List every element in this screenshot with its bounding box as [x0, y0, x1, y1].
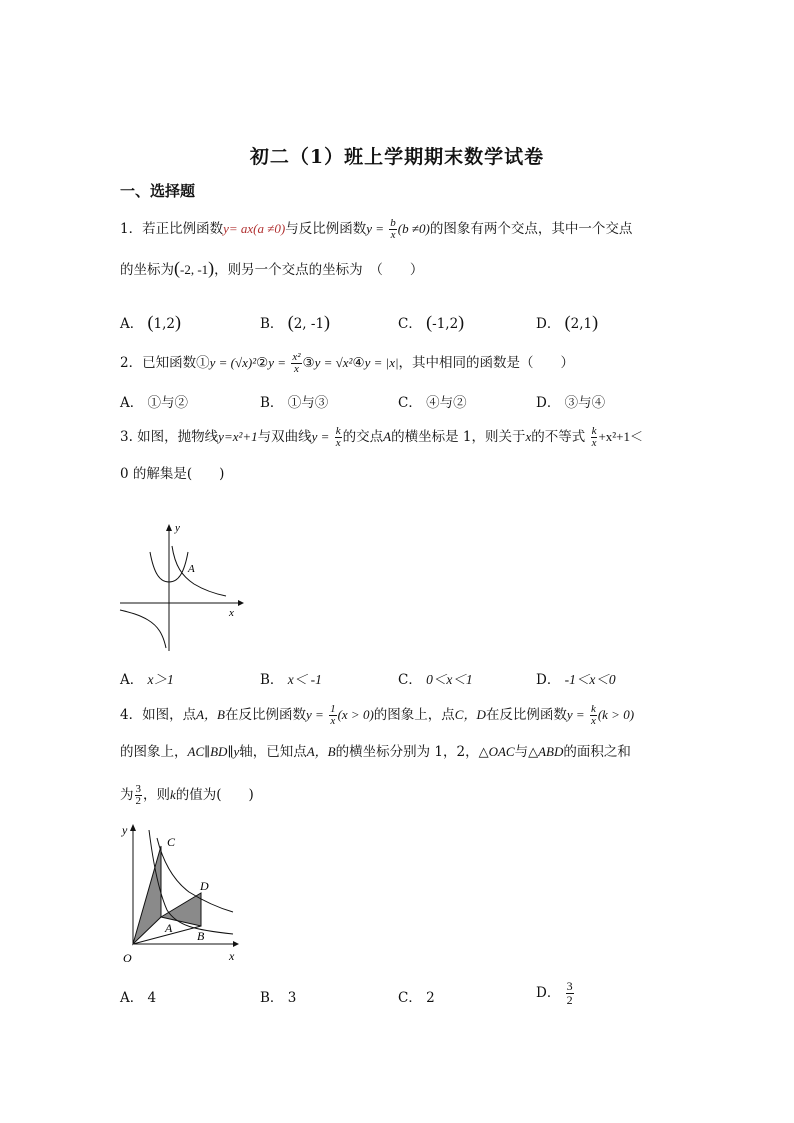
point-a-label: A	[165, 921, 173, 935]
fraction-k-over-x-q4: $\frac{k}{x}$	[590, 703, 596, 727]
q3-option-a[interactable]: A． x＞1	[120, 672, 174, 688]
x-axis-label: x	[229, 949, 235, 963]
origin-label: O	[123, 951, 132, 965]
question-1-line-1: 1．若正比例函数y= ax(a ≠0)与反比例函数y = $\frac{b}{x}$ (b ≠0)的图象有两个交点，其中一个交点	[120, 217, 633, 241]
hyperbola-branch-right	[172, 546, 226, 596]
y-axis-label: y	[122, 823, 128, 837]
question-3-line-1: 3. 如图，抛物线y=x²+1与双曲线y = $\frac{k}{x}$ 的交点A的横坐标是 1，则关于x的不等式 $\frac{k}{x}$ +x²+1＜	[120, 425, 644, 449]
question-1-line-2: 的坐标为(-2, -1)，则另一个交点的坐标为 （ ）	[120, 258, 424, 278]
y-axis-label: y	[175, 522, 180, 534]
question-4-line-3: 为 $\frac{3}{2}$ ，则k的值为( )	[120, 783, 254, 807]
q3-option-d[interactable]: D． -1＜x＜0	[536, 672, 616, 688]
q4-option-b[interactable]: B． 3	[260, 990, 297, 1006]
fraction-k-over-x-inequality: $\frac{k}{x}$	[591, 425, 597, 449]
point-c-label: C	[167, 835, 176, 849]
x-axis-label: x	[229, 607, 234, 619]
question-2-stem: 2．已知函数①y = (√x)²②y = $\frac{\text{x²}}{x}$ ③y = √x²④y = |x|，其中相同的函数是（ ）	[120, 351, 575, 375]
q2-option-a[interactable]: A． ①与②	[120, 395, 189, 411]
fraction-k-over-x: $\frac{k}{x}$	[335, 425, 341, 449]
fraction-1-over-x: $\frac{1}{x}$	[330, 703, 336, 727]
q3-figure	[112, 516, 247, 656]
question-3-line-2: 0 的解集是( )	[120, 466, 225, 482]
page-title: 初二（1）班上学期期末数学试卷	[249, 146, 545, 168]
q4-option-a[interactable]: A． 4	[120, 990, 157, 1006]
q2-option-c[interactable]: C． ④与②	[398, 395, 467, 411]
point-a-label: A	[188, 563, 195, 575]
q3-option-c[interactable]: C． 0＜x＜1	[398, 672, 473, 688]
y-axis-arrow	[130, 824, 136, 831]
triangle-oac	[133, 846, 161, 944]
hyperbola-branch-left	[120, 610, 166, 648]
x-axis-arrow	[233, 941, 239, 947]
question-4-line-1: 4．如图，点A，B在反比例函数y = $\frac{1}{x}$ (x > 0)的图象上，点C，D在反比例函数y = $\frac{k}{x}$ (k > 0)	[120, 703, 635, 727]
x-axis-arrow	[238, 600, 244, 606]
q4-option-d[interactable]: D． $\frac{3}{2}$	[536, 979, 573, 1007]
q1-option-d[interactable]: D． (2,1)	[536, 312, 599, 332]
y-axis-arrow	[166, 524, 172, 531]
fraction-x2-over-x: $\frac{\text{x²}}{x}$	[292, 351, 301, 375]
q1-option-a[interactable]: A． (1,2)	[120, 312, 182, 332]
q3-option-b[interactable]: B． x＜ -1	[260, 672, 322, 688]
q4-figure	[115, 822, 255, 967]
q1-option-c[interactable]: C． (-1,2)	[398, 312, 465, 332]
q4-option-c[interactable]: C． 2	[398, 990, 435, 1006]
q2-option-b[interactable]: B． ①与③	[260, 395, 329, 411]
point-b-label: B	[197, 929, 205, 943]
q1-option-b[interactable]: B． (2, -1)	[260, 312, 331, 332]
section-heading: 一、选择题	[120, 182, 196, 200]
fraction-b-over-x: $\frac{b}{x}$	[390, 217, 396, 241]
point-d-label: D	[200, 879, 209, 893]
q2-option-d[interactable]: D． ③与④	[536, 395, 606, 411]
fraction-3-over-2: $\frac{3}{2}$	[135, 783, 141, 807]
question-4-line-2: 的图象上，AC∥BD∥y轴，已知点A，B的横坐标分别为 1，2，△OAC与△ABD的面积之和	[120, 744, 631, 760]
